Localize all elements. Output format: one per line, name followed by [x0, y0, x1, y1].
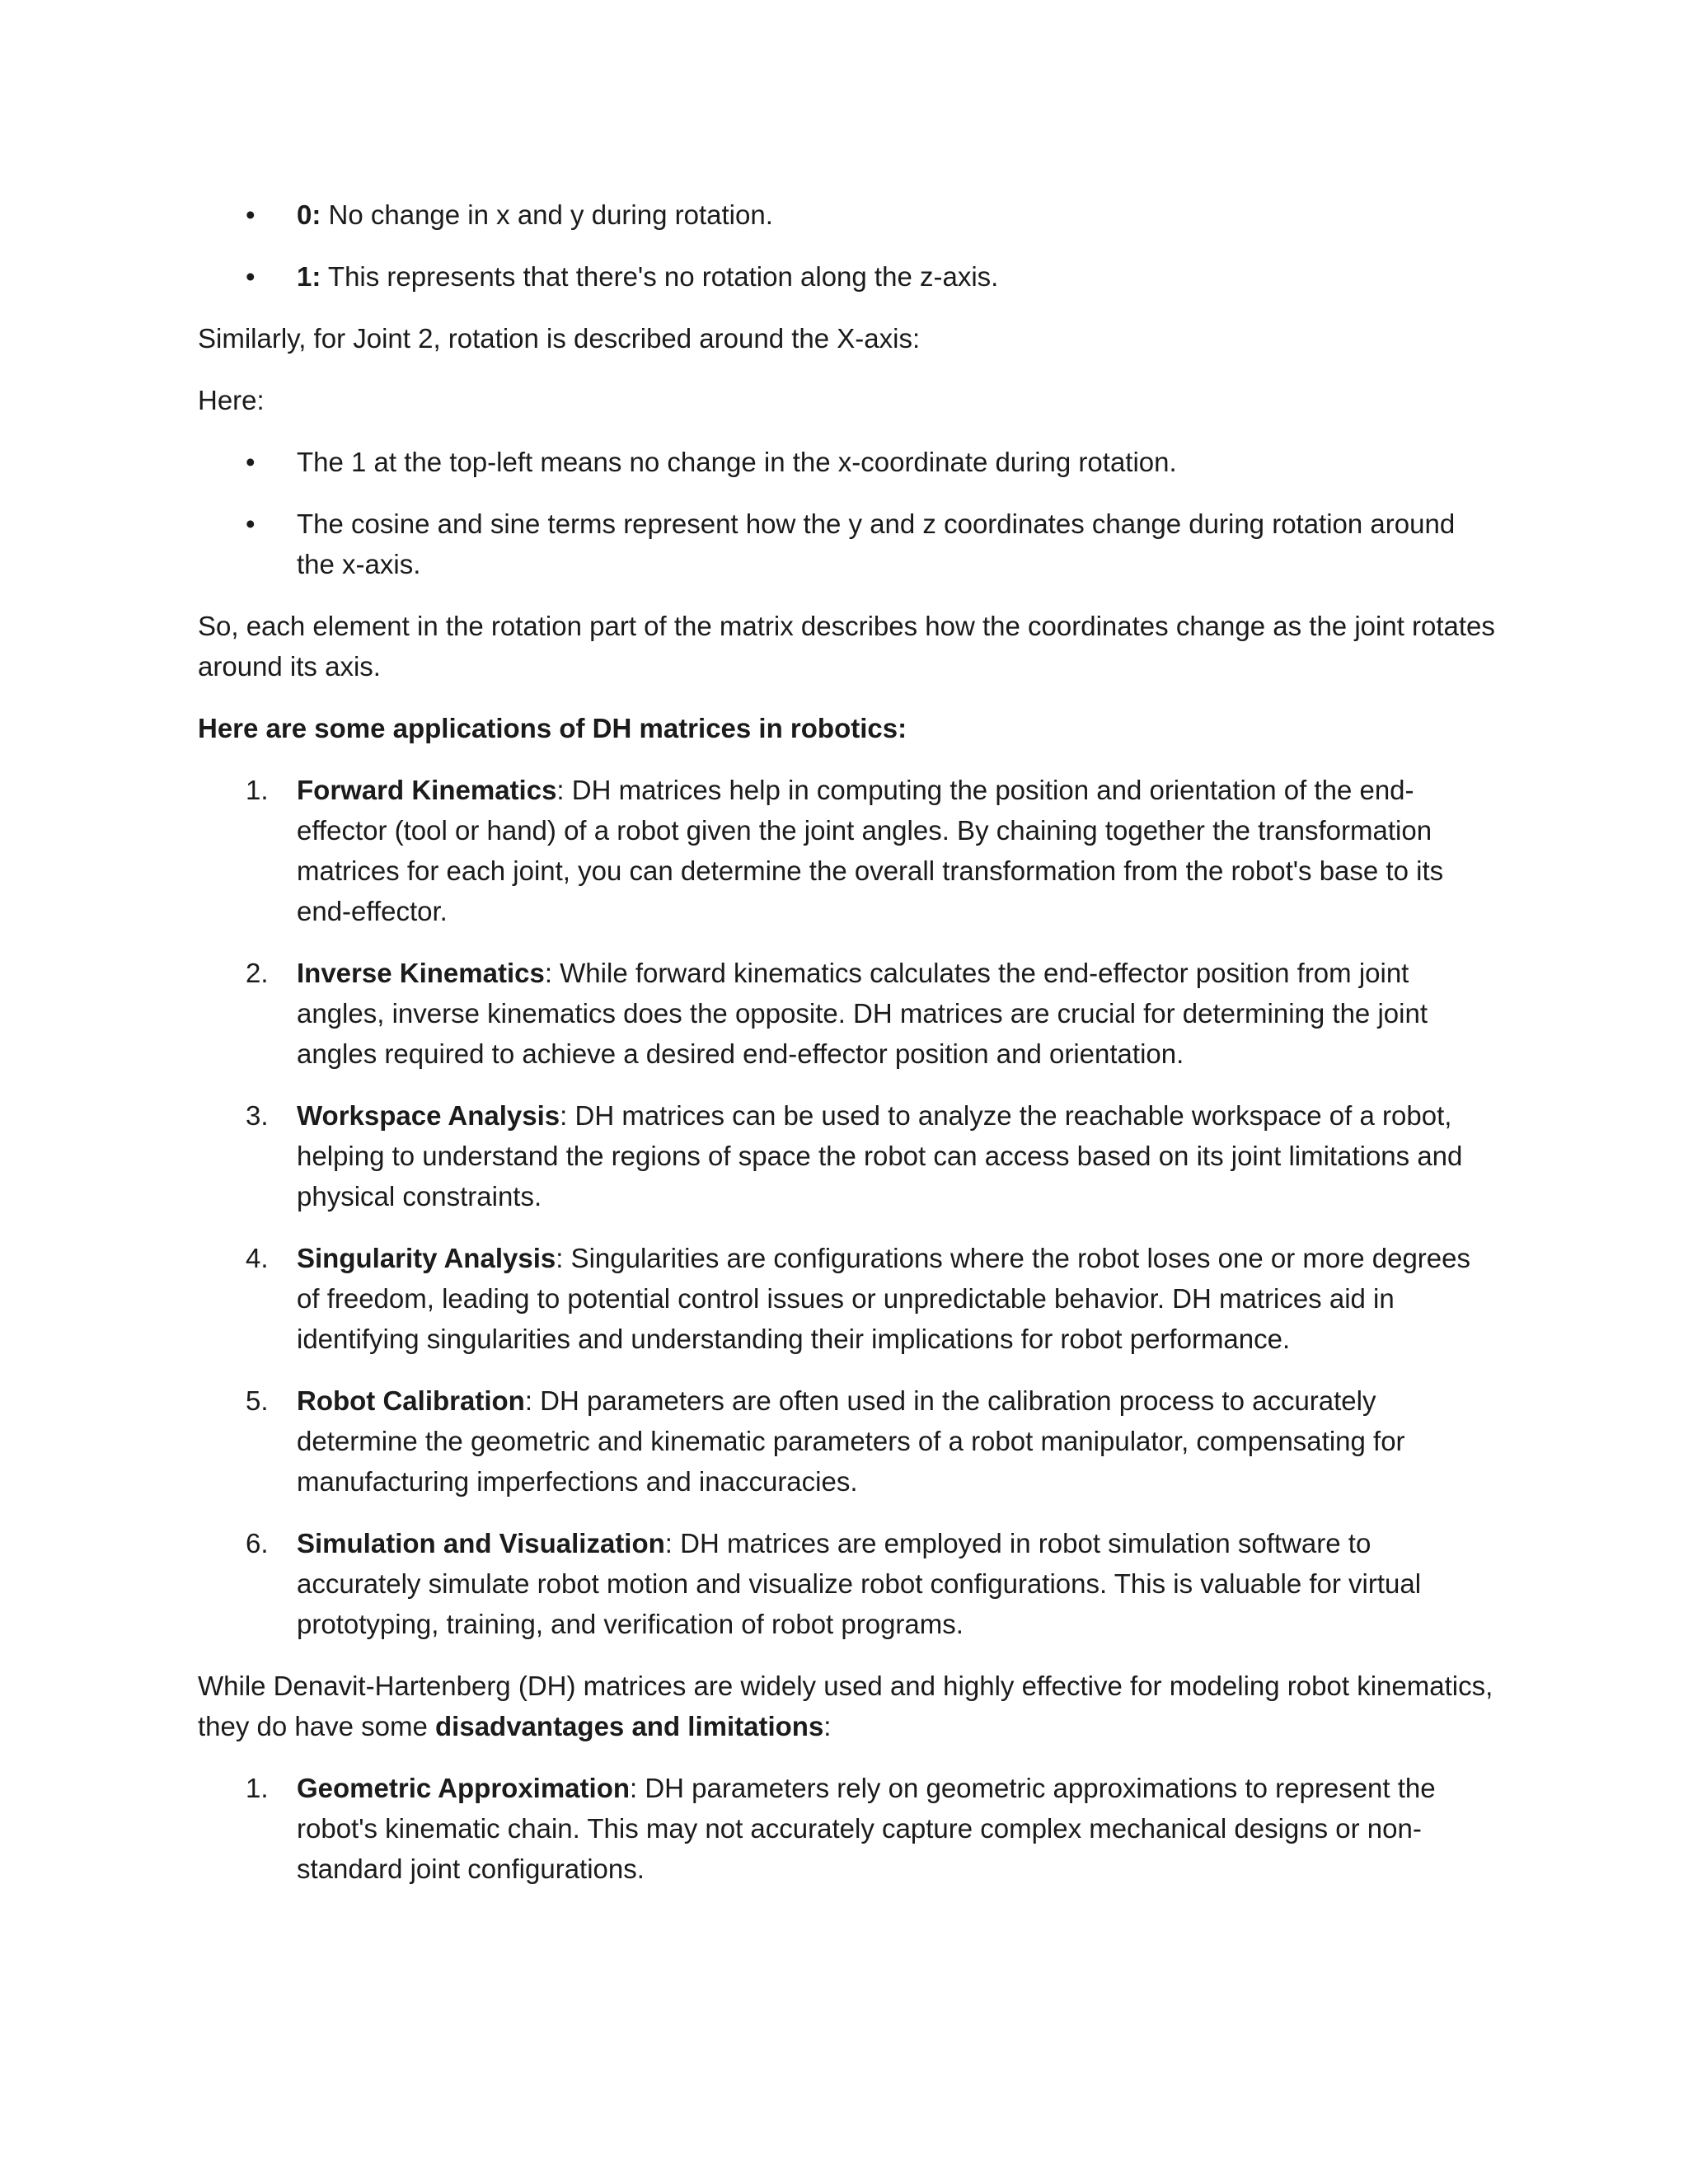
item-number: 3. [246, 1100, 269, 1131]
list-item-text: The 1 at the top-left means no change in the x-coordinate during rotation. [297, 447, 1177, 477]
item-number: 1. [246, 1773, 269, 1803]
list-item [198, 504, 1496, 584]
item-title: Singularity Analysis [297, 1243, 556, 1273]
item-number: 5. [246, 1385, 269, 1416]
paragraph-each-element: So, each element in the rotation part of the matrix describes how the coordinates change as the joint rotates around its axis. [198, 611, 1495, 682]
item-number: 4. [246, 1243, 269, 1273]
item-text: : DH matrices are employed in robot simulation software to accurately simulate robot motion and visualize robot configurations. This is valuable for virtual prototyping, training, and verification of robot programs. [297, 1528, 1422, 1639]
limitations-intro-bold: disadvantages and limitations [435, 1711, 824, 1741]
item-number: 1. [246, 775, 269, 805]
term: 1: [297, 261, 321, 292]
applications-heading [198, 708, 1496, 748]
item-title: Workspace Analysis [297, 1100, 560, 1131]
item-text: : While forward kinematics calculates the end-effector position from joint angles, inverse kinematics does the opposite. DH matrices are crucial for determining the joint angles required to achieve a desired end-effector position and orientation. [297, 958, 1428, 1069]
item-number: 6. [246, 1528, 269, 1558]
list-item [198, 194, 1496, 235]
document-body [198, 194, 1496, 1910]
here-notes-list [198, 442, 1496, 584]
item-title: Inverse Kinematics [297, 958, 545, 988]
list-item-text: No change in x and y during rotation. [321, 199, 773, 230]
limitations-list [198, 1768, 1496, 1889]
list-item [198, 1380, 1496, 1502]
bullet-icon: • [246, 261, 256, 292]
item-text: : DH matrices can be used to analyze the reachable workspace of a robot, helping to understand the regions of space the robot can access based on its joint limitations and physical constraints. [297, 1100, 1463, 1212]
list-item [198, 1768, 1496, 1889]
item-text: : DH parameters rely on geometric approximations to represent the robot's kinematic chain. This may not accurately capture complex mechanical designs or non-standard joint configurations. [297, 1773, 1436, 1884]
item-text: : Singularities are configurations where the robot loses one or more degrees of freedom, leading to potential control issues or unpredictable behavior. DH matrices aid in identifying singularities and understanding their implications for robot performance. [297, 1243, 1471, 1354]
list-item [198, 442, 1496, 482]
bullet-icon: • [246, 509, 256, 539]
list-item [198, 256, 1496, 297]
paragraph-here: Here: [198, 385, 265, 415]
item-title: Robot Calibration [297, 1385, 525, 1416]
term: 0: [297, 199, 321, 230]
list-item [198, 1523, 1496, 1644]
paragraph-joint2: Similarly, for Joint 2, rotation is described around the X-axis: [198, 323, 921, 354]
bullet-icon: • [246, 447, 256, 477]
item-title: Geometric Approximation [297, 1773, 631, 1803]
limitations-intro [198, 1666, 1496, 1746]
item-text: : DH parameters are often used in the calibration process to accurately determine the geometric and kinematic parameters of a robot manipulator, compensating for manufacturing imperfections and inaccuracies. [297, 1385, 1405, 1497]
item-title: Forward Kinematics [297, 775, 557, 805]
rotation-notes-list [198, 194, 1496, 297]
bullet-icon: • [246, 199, 256, 230]
list-item [198, 953, 1496, 1074]
item-number: 2. [246, 958, 269, 988]
applications-heading-text: Here are some applications of DH matrices in robotics: [198, 713, 907, 743]
list-item [198, 770, 1496, 931]
list-item [198, 1238, 1496, 1359]
list-item-text: This represents that there's no rotation along the z-axis. [321, 261, 999, 292]
list-item-text: The cosine and sine terms represent how the y and z coordinates change during rotation around the x-axis. [297, 509, 1456, 579]
limitations-intro-tail: : [823, 1711, 832, 1741]
list-item [198, 1095, 1496, 1216]
limitations-intro-lead: While Denavit-Hartenberg (DH) matrices are widely used and highly effective for modeling robot kinematics, they do have some [198, 1671, 1493, 1741]
item-text: : DH matrices help in computing the position and orientation of the end-effector (tool or hand) of a robot given the joint angles. By chaining together the transformation matrices for each joint, you can determine the overall transformation from the robot's base to its end-effector. [297, 775, 1444, 926]
item-title: Simulation and Visualization [297, 1528, 665, 1558]
applications-list [198, 770, 1496, 1644]
